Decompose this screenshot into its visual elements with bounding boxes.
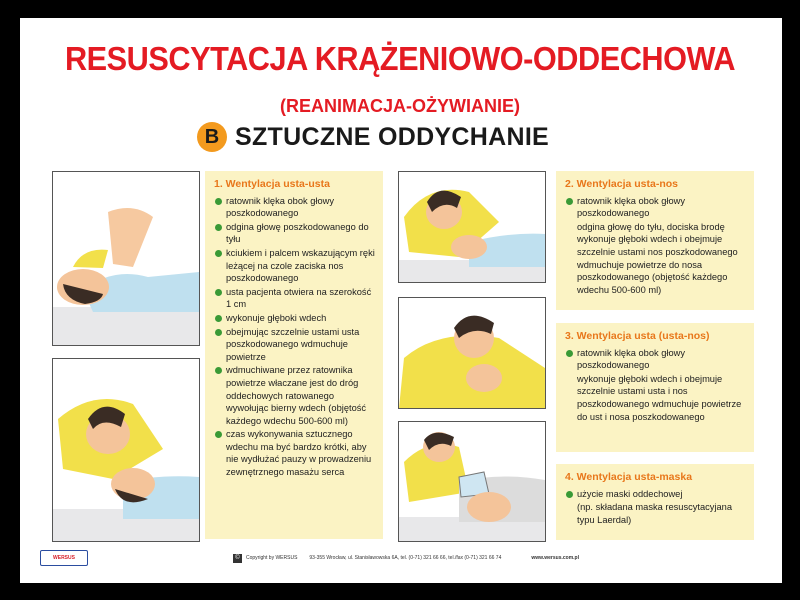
page-title: RESUSCYTACJA KRĄŻENIOWO-ODDECHOWA (64, 40, 736, 77)
list-item: odgina głowę poszkodowanego do tyłu (214, 221, 377, 246)
page-subtitle: (REANIMACJA-OŻYWIANIE) (280, 96, 520, 116)
footer (40, 548, 760, 568)
bullet-icon (215, 198, 222, 205)
panel-heading: 1. Wentylacja usta-usta (214, 178, 330, 190)
panel-mouth-to-nose (556, 171, 754, 310)
copyright-icon: © (233, 554, 242, 563)
step-description: wykonuje głęboki wdech i obejmuje szczelnie ustami usta i nos poszkodowanego wdmuchuje powietrze do ust i nosa poszkodowanego (577, 373, 742, 422)
panel-mouth-to-mouth (205, 171, 383, 539)
footer-website-link[interactable]: www.wersus.com.pl (531, 555, 579, 561)
panel-heading: 3. Wentylacja usta (usta-nos) (565, 330, 710, 342)
panel-heading: 2. Wentylacja usta-nos (565, 178, 679, 190)
bullet-icon (215, 431, 222, 438)
illustration-mouth-to-mouth-and-nose (398, 297, 546, 409)
illustration-mouth-to-mouth (52, 358, 200, 542)
footer-address: 93-355 Wrocław, ul. Stanisławowska 6A, tel. (0-71) 321 66 66, tel./fax (0-71) 321 66 74 (309, 555, 502, 561)
bullet-icon (215, 224, 222, 231)
list-item: wykonuje głęboki wdech (214, 312, 377, 325)
list-item: kciukiem i palcem wskazującym ręki leżącej na czole zaciska nos poszkodowanego (214, 247, 377, 285)
bullet-icon (215, 289, 222, 296)
list-item: obejmując szczelnie ustami usta poszkodowanego wdmuchuje powietrze (214, 326, 377, 364)
list-item: wdmuchiwane przez ratownika powietrze właczane jest do dróg oddechowych ratowanego wywołując bierny wdech (objętość każdego wdechu 500-600 ml) (214, 364, 377, 427)
step-list (565, 347, 748, 372)
bullet-icon (566, 350, 573, 357)
bullet-icon (215, 367, 222, 374)
step-list (565, 488, 748, 501)
bullet-icon (566, 491, 573, 498)
footer-copyright: Copyright by WERSUS (246, 555, 298, 561)
list-item: usta pacjenta otwiera na szerokość 1 cm (214, 286, 377, 311)
illustration-head-tilt (52, 171, 200, 346)
bullet-icon (215, 250, 222, 257)
step-list (565, 195, 748, 220)
list-item: użycie maski oddechowej (565, 488, 748, 501)
list-item: ratownik klęka obok głowy poszkodowanego (565, 347, 748, 372)
section-title: SZTUCZNE ODDYCHANIE (235, 122, 550, 151)
panel-heading: 4. Wentylacja usta-maska (565, 471, 693, 483)
step-list (214, 195, 377, 479)
list-item: czas wykonywania sztucznego wdechu ma być bardzo krótki, aby nie wydłużać pauzy w prowadzeniu zewnętrznego masażu serca (214, 428, 377, 478)
section-badge: B (197, 122, 227, 152)
bullet-icon (215, 329, 222, 336)
list-item: ratownik klęka obok głowy poszkodowanego (214, 195, 377, 220)
illustration-mouth-to-mask (398, 421, 546, 542)
illustration-mouth-to-nose (398, 171, 546, 283)
bullet-icon (566, 198, 573, 205)
bullet-icon (215, 315, 222, 322)
section-header (197, 120, 549, 154)
step-description: odgina głowę do tyłu, dociska brodę wykonuje głęboki wdech i obejmuje szczelnie ustami nos poszkodowanego wdmuchuje powietrze do nosa poszkodowanego (objętość każdego wdechu 500-600 ml) (577, 221, 738, 295)
list-item: ratownik klęka obok głowy poszkodowanego (565, 195, 748, 220)
panel-mouth-to-mouth-and-nose (556, 323, 754, 452)
panel-mouth-to-mask (556, 464, 754, 540)
brand-logo: WERSUS (40, 550, 88, 566)
step-description: (np. składana maska resuscytacyjana typu Laerdal) (577, 502, 733, 525)
